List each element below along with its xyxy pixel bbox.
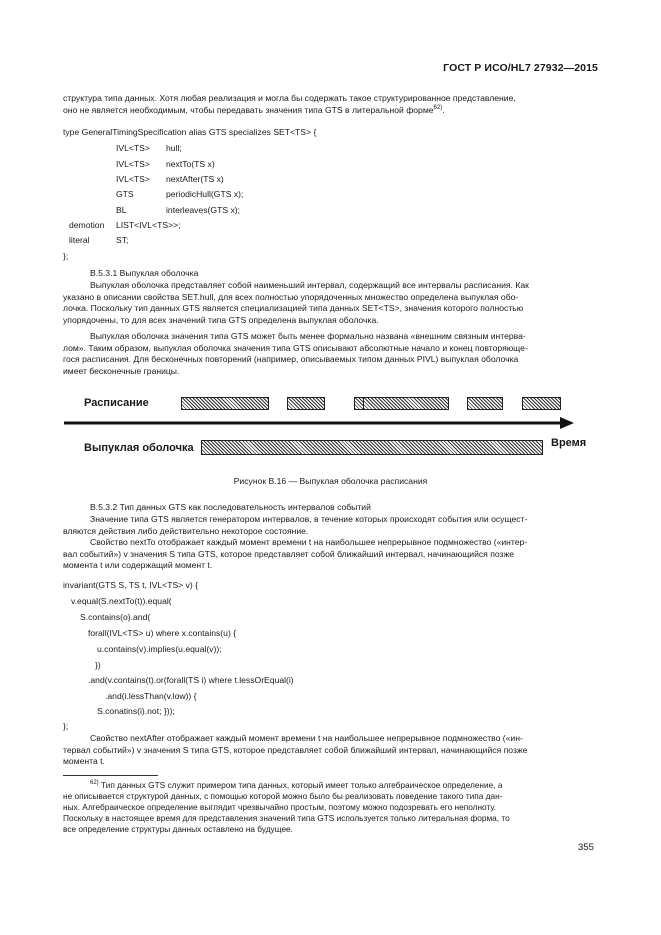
- schedule-interval-bar: [522, 397, 561, 410]
- type-spec-row-col1: IVL<TS>: [116, 174, 150, 184]
- b531-p1-line: лочка. Поскольку тип данных GTS является специализацией типа данных SET<TS>, значения которого полностью: [63, 303, 524, 314]
- b532-paragraph-2: [63, 537, 599, 572]
- code-line: S.conatins(i).not; }));: [97, 706, 175, 716]
- b531-p2-line: гося расписания. Для бесконечных повторений (например, описываемых типом данных PIVL) выпуклая оболочка: [63, 354, 519, 365]
- type-spec-row-col1: IVL<TS>: [116, 159, 150, 169]
- footnote-ref-62[interactable]: 62): [433, 104, 443, 111]
- literal-keyword: literal: [69, 235, 90, 245]
- next-after-line: Свойство nextAfter отображает каждый момент времени t на наибольшее непрерывное подмножество («ин-: [90, 733, 523, 743]
- schedule-interval-bar: [467, 397, 503, 410]
- footnote-62: [63, 780, 599, 835]
- section-heading-b532: B.5.3.2 Тип данных GTS как последовательность интервалов событий: [90, 502, 371, 512]
- code-line: }): [95, 660, 101, 670]
- demotion-value: LIST<IVL<TS>>;: [116, 220, 181, 230]
- intro-line-1: структура типа данных. Хотя любая реализация и могла бы содержать такое структурированное представление,: [63, 93, 516, 103]
- code-line: forall(IVL<TS> u) where x.contains(u) {: [88, 628, 237, 638]
- next-after-paragraph: [63, 733, 599, 768]
- schedule-interval-bar: [363, 397, 449, 410]
- hull-interval-bar: [201, 440, 543, 455]
- time-axis-arrow: [60, 415, 580, 431]
- section-heading-b531: B.5.3.1 Выпуклая оболочка: [90, 268, 199, 278]
- intro-line-2-end: .: [442, 104, 445, 115]
- type-spec-row-col1: IVL<TS>: [116, 143, 150, 153]
- type-spec-row-col2: nextAfter(TS x): [166, 174, 224, 184]
- footnote-separator: [63, 775, 158, 776]
- type-spec-row-col1: GTS: [116, 189, 134, 199]
- code-line: .and(v.contains(t).or(forall(TS i) where t.lessOrEqual(i): [88, 675, 294, 685]
- footnote-line: ных. Алгебраическое определение выглядит чрезвычайно простым, поэтому можно подозревать его неполноту.: [63, 802, 496, 812]
- code-line: v.equal(S.nextTo(t)).equal(: [71, 596, 172, 606]
- footnote-line: не описывается структурой данных, с помощью которой можно было бы реализовать поведение такого типа дан-: [63, 791, 503, 801]
- b531-p1-line: упорядочены, то для всех значений типа GTS определена выпуклая оболочка.: [63, 314, 379, 325]
- intro-line-2: [63, 105, 599, 117]
- b531-p1-line: указано в описании свойства SET.hull, для всех полностью упорядоченных множество определена выпуклая обо-: [63, 291, 519, 302]
- code-line: .and(i.lessThan(v.low)) {: [105, 691, 197, 701]
- type-spec-row-col2: hull;: [166, 143, 182, 153]
- b532-p2-line: Свойство nextTo отображает каждый момент времени t на наибольшее непрерывное подмножество («интер-: [90, 537, 528, 547]
- type-spec-row-col2: nextTo(TS x): [166, 159, 215, 169]
- b531-p1-line: Выпуклая оболочка представляет собой наименьший интервал, содержащий все интервалы расписания. Как: [90, 280, 529, 290]
- footnote-line: [63, 780, 599, 791]
- demotion-keyword: demotion: [69, 220, 105, 230]
- b532-p1-line: вляются действия либо действительно некоторое состояние.: [63, 525, 309, 536]
- b531-p2-line: лом». Таким образом, выпуклая оболочка значения типа GTS описывают абсолютные начало и конец повторяюще-: [63, 342, 528, 353]
- type-spec-row-col2: interleaves(GTS x);: [166, 205, 241, 215]
- footnote-line-text: Тип данных GTS служит примером типа данных, который имеет только алгебраическое определение, а: [100, 780, 503, 790]
- code-line: };: [63, 721, 69, 731]
- footnote-line: все определение структуры данных оставлено на будущее.: [63, 824, 293, 834]
- footnote-number: 62): [90, 780, 99, 787]
- code-line: u.contains(v).implies(u.equal(v));: [97, 644, 222, 654]
- intro-line-2-text: оно не является необходимым, чтобы передавать значения типа GTS в литеральной форме: [63, 104, 434, 115]
- b532-p2-line: момента t или содержащий момент t.: [63, 560, 213, 571]
- schedule-interval-bar: [287, 397, 325, 410]
- type-spec-closing: };: [63, 251, 69, 261]
- code-line: S.contains(o).and(: [80, 612, 151, 622]
- footnote-line: Поскольку в настоящее время для представления значений типа GTS используется только литеральная форма, то: [63, 813, 510, 823]
- page-number: 355: [578, 842, 594, 853]
- type-spec-first-line: type GeneralTimingSpecification alias GTS specializes SET<TS> {: [63, 127, 317, 137]
- b532-paragraph-1: [63, 514, 599, 537]
- schedule-interval-bar: [181, 397, 269, 410]
- hull-label: Выпуклая оболочка: [84, 442, 194, 454]
- next-after-line: момента t.: [63, 756, 105, 767]
- code-line: invariant(GTS S, TS t, IVL<TS> v) {: [63, 580, 199, 590]
- literal-value: ST;: [116, 235, 129, 245]
- b531-paragraph-1: [63, 280, 599, 326]
- b531-p2-line: Выпуклая оболочка значения типа GTS может быть менее формально названа «внешним связным интерва-: [90, 331, 526, 341]
- schedule-label: Расписание: [84, 397, 149, 409]
- b531-paragraph-2: [63, 331, 599, 377]
- document-id: ГОСТ Р ИСО/HL7 27932—2015: [443, 62, 598, 74]
- next-after-line: тервал событий») v значения S типа GTS, которое представляет собой ближайший интервал, начинающийся позже: [63, 744, 528, 755]
- type-spec-row-col1: BL: [116, 205, 127, 215]
- b531-p2-line: имеет бесконечные границы.: [63, 365, 180, 376]
- type-spec-row-col2: periodicHull(GTS x);: [166, 189, 244, 199]
- figure-caption: Рисунок В.16 — Выпуклая оболочка расписания: [233, 476, 428, 486]
- time-axis-label: Время: [551, 437, 587, 449]
- intro-paragraph: [63, 93, 599, 116]
- b532-p1-line: Значение типа GTS является генератором интервалов, в течение которых происходят события или осущест-: [90, 514, 528, 524]
- b532-p2-line: вал событий») v значения S типа GTS, которое представляет собой ближайший интервал, начинающийся позже: [63, 548, 515, 559]
